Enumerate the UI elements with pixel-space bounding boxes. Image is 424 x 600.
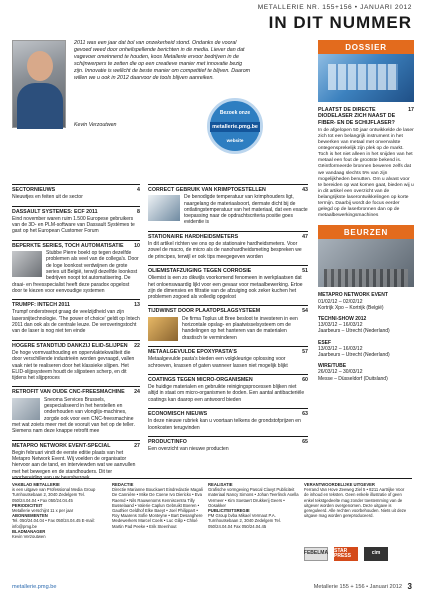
toc-entry[interactable] — [148, 346, 308, 369]
toc-entry-page: 13 — [134, 302, 140, 309]
toc-entry-description: De benodigde temperatuur van krimphouders ligt, naargelang de materiaalsoort, dermate dicht bij de ontlatingstemperatuur van het materiaal, dat een exacte toepassing naar de opdrachtscriteria positie goes evidentie is — [184, 194, 308, 226]
toc-entry-header — [148, 411, 308, 417]
toc-entry-title: TRUMPF: INTECH 2011 — [12, 302, 70, 309]
colophon-heading: VERANTWOORDELIJKE UITGEVER — [304, 482, 375, 487]
dossier-header: DOSSIER — [318, 40, 414, 54]
colophon-heading: REALISATIE — [208, 482, 233, 487]
website-badge[interactable] — [207, 98, 263, 154]
toc-entry-page: 65 — [302, 438, 308, 445]
colophon-col-3 — [208, 482, 300, 529]
toc-entry-title: BEPERKTE SERIES, TOCH AUTOMATISATIE — [12, 242, 124, 249]
fair-name: ESEF — [318, 339, 332, 346]
editor-photo — [12, 40, 66, 128]
colophon-text: Kevin Verzoutwen — [12, 534, 46, 540]
toc-entry-page: 57 — [302, 348, 308, 355]
colophon-text: PM Group bvba Mikael Vermaut P.A. Turnhoutsebaan 2, 3040 Zedelgem Tel. 050/24.04.04 Fax 050/24.04.45 — [208, 513, 281, 529]
fairs-image — [318, 239, 414, 287]
dossier-title[interactable] — [318, 107, 414, 126]
toc-entry-title: METAPRO NETWORK EVENT-SPECIAL — [12, 442, 111, 449]
editorial-intro — [12, 40, 257, 180]
toc-entry-page: 54 — [302, 308, 308, 315]
issue-line: METALLERIE NR. 155+156 • JANUARI 2012 — [257, 4, 412, 11]
toc-entry-description: Sneoma Services Brussels, gespecialiseerd in het herstellen en onderhouden van vlonglijs-machines, zorgde ook voor een CNC-freesmachine met wat zoiets meer met de vooruit van het op de teller. Siemens nam deze knappe retrofit mee — [12, 396, 135, 435]
colophon-text: Tel. 050/24.04.04 • Fax 050/24.04.45 E-mail: info@pmg.be — [12, 518, 95, 529]
colophon-heading: BLADMANAGER — [12, 528, 46, 534]
footer-meta: Metallerie 155 + 156 • Januari 2012 — [313, 584, 402, 590]
febelma-logo: FEBELMA — [304, 547, 328, 561]
toc-entry-thumbnail — [12, 398, 40, 420]
toc-entry-description: Een overzicht van nieuwe producten — [148, 446, 229, 453]
cim-logo: cim — [364, 547, 388, 561]
toc-entry[interactable] — [12, 240, 140, 294]
toc-entry[interactable] — [12, 299, 140, 334]
toc-entry[interactable] — [148, 374, 308, 403]
toc-entry[interactable] — [12, 184, 140, 201]
toc-entry-title: SECTORNIEUWS — [12, 187, 56, 193]
toc-entry-description: In dit artikel richten we ons op de stationaire hardheidsmeters. Voor zowel de macro, de micro als de nanohardheidsmeting bespreken we de principes, terwijl er ook tips meegegeven worden — [148, 241, 302, 260]
toc-entry[interactable] — [148, 184, 308, 226]
toc-entry-page: 4 — [137, 187, 140, 193]
toc-entry[interactable] — [12, 386, 140, 434]
dossier-page: 17 — [408, 107, 414, 113]
publisher-logos — [304, 545, 410, 563]
toc-entry-description: De huidige materialen en gebruikte reinigingsprocessen blijken niet altijd in staat om micro-organismen te doden. Een aantal antibacteriële coatings kan daarop een antwoord bieden — [148, 384, 305, 403]
toc-entry-title: HOGERE STANDTIJD DANKZIJ ELID-SLIJPEN — [12, 342, 128, 349]
toc-entry-header — [148, 308, 308, 314]
colophon-col-2 — [112, 482, 204, 529]
toc-entry-page: 10 — [134, 242, 140, 249]
toc-entry-title: METAALGEVULDE EPOXYPASTA'S — [148, 348, 237, 355]
colophon-text: Grafische vormgeving Pascal Clavyt Publiciteit materiaal Nancy Simons • Johan Teerlinck Axella Vermeer • Kim Soetaert Drukkerij Geers • Oosakker — [208, 487, 299, 508]
toc-entry-page: 43 — [302, 187, 308, 193]
toc-entry[interactable] — [148, 436, 308, 453]
toc-entry-page: 60 — [302, 376, 308, 383]
toc-entry-header — [12, 343, 140, 349]
toc-entry-header — [148, 349, 308, 355]
toc-entry[interactable] — [148, 408, 308, 431]
colophon-text: Directie Marianne Bouckaert Eindredactie Magali De Cannière • Mike De Coene Ivo Dierickx • Eva Raemd • Nils Rauwenoms Kenniscentra Tilly Busselaand • Valerie Caplun Gebruikt Boeren • Gauthier Geldhof Elke Baeyt • Joel Philippart • Roy Maarens Sofie Monteyne • Bart Desanghere Medewerkers Marcel Coels • Luc Gilip • Chloé Martin Pad Peeke • Erik Steenhout — [112, 487, 203, 529]
dossier-image — [318, 54, 414, 102]
toc-entry-title: COATINGS TEGEN MICRO-ORGANISMEN — [148, 376, 253, 383]
colophon-heading: PUBLICITEITSREGIE — [208, 508, 250, 514]
colophon-text: is een uitgave van Professional Media Group Turnhoutsebaan 2, 3040 Zedelgem Tel. 050/24.04.04 • Fax 050/24.04.45 — [12, 487, 96, 503]
fair-dates: 13/03/12 – 16/03/12 — [318, 345, 363, 352]
toc-middle-column — [148, 184, 308, 458]
fair-item[interactable] — [318, 316, 414, 335]
fairs-header: BEURZEN — [318, 225, 414, 239]
toc-entry-header — [148, 234, 308, 240]
toc-entry-thumbnail — [148, 317, 178, 341]
toc-left-column — [12, 184, 140, 486]
toc-entry-header — [12, 443, 140, 449]
toc-entry-title: PRODUCTINFO — [148, 438, 187, 445]
fair-dates: 13/03/12 – 16/03/12 — [318, 322, 363, 329]
fair-name: METAPRO NETWORK EVENT — [318, 292, 388, 299]
editorial-text: 2011 was een jaar dat bol van onzekerheid stond. Ondanks de vooral gevoed weed door onheilspellende berichten in de media. Liever dan dat vagevoer onwinnend te houden, koos Metallerie ervoor bedrijven in de schijnwerpers te zetten die op een creatieve manier met innovatie bezig zijn. Innovatie is wellicht de beste manier om competitief te blijven. Daarom willen we u ook in 2012 daarvoor de tools blijven aanreiken. — [74, 40, 251, 81]
toc-entry[interactable] — [12, 440, 140, 482]
toc-entry-description: Begin februari vindt de eerste editie plaats van het Metapro Network Event. Wij voelden de organisator hiervoor aan de tand, en interviewden wat we aanvullen met het bewegen en de standhouders. Dit ter voorbereiding van uw beursbezoek — [12, 449, 136, 481]
dossier-title-text: PLAATST DE DIRECTE DIODELASER ZICH NAAST DE FIBER- EN DE SCHIJFLASER? — [318, 107, 396, 126]
toc-entry-page: 24 — [134, 389, 140, 396]
toc-entry-header — [12, 302, 140, 308]
toc-entry-title: OLIEMISTAFZUIGING TEGEN CORROSIE — [148, 267, 252, 274]
toc-entry[interactable] — [148, 265, 308, 300]
toc-entry-thumbnail — [148, 195, 180, 221]
colophon-heading: ABONNEMENTEN — [12, 513, 48, 519]
page-footer — [12, 582, 412, 594]
fair-place: Jaarbeurs – Utrecht (Nederland) — [318, 351, 390, 358]
toc-entry-page: 22 — [134, 342, 140, 349]
toc-entry-header — [12, 187, 140, 193]
fair-item[interactable] — [318, 340, 414, 359]
toc-entry-description: In deze nieuwe rubriek kan u voortaan telkens de grondstofprijzen en loonkosten terugvinden — [148, 418, 301, 431]
colophon-text: Metallerie verschijnt 11 x per jaar — [12, 508, 74, 514]
toc-entry-page: 63 — [302, 411, 308, 418]
editorial-signature: Kevin Verzoutwen — [74, 122, 117, 128]
toc-entry-description: Stubbe Pierre boekt op tegen dezelfde problemen als veel van de collega's. Door de loge loonkost verdwijnen de grote series uit België, terwijl dezelfde loonkost bedrijven noopt tot automatisering. De draai- en freesspecialist heeft deze paradox opgelost door te kiezen voor eenvoudige systemen — [12, 250, 139, 294]
toc-entry[interactable] — [12, 206, 140, 235]
fair-dates: 26/03/12 – 30/03/12 — [318, 369, 363, 376]
badge-url[interactable]: metallerie.pmg.be — [210, 122, 260, 132]
page-number: 3 — [407, 582, 412, 591]
toc-entry[interactable] — [12, 340, 140, 382]
toc-entry-header — [148, 268, 308, 274]
fair-place: Messe – Düsseldorf (Duitsland) — [318, 375, 388, 382]
toc-entry-title: STATIONAIRE HARDHEIDSMETERS — [148, 233, 239, 240]
colophon-col-1 — [12, 482, 108, 539]
star-press-logo: STAR PRESS — [334, 547, 358, 561]
fair-name: WIRE/TUBE — [318, 363, 347, 370]
toc-entry-page: 27 — [134, 442, 140, 449]
masthead — [0, 0, 424, 34]
fairs-section — [318, 225, 414, 381]
toc-entry-title: DASSAULT SYSTEMES: ECF 2011 — [12, 208, 98, 215]
toc-entry-thumbnail — [12, 251, 42, 277]
toc-entry-description: Metaalgevulde pasta's bieden een volgkleurige oplossing voor schroeven, krassen of gaten wanneer lassen niet mogelijk blijkt — [148, 356, 288, 369]
fair-dates: 01/02/12 – 02/02/12 — [318, 298, 363, 305]
colophon — [12, 478, 412, 576]
right-column — [318, 40, 414, 382]
fair-item[interactable] — [318, 292, 414, 311]
footer-url[interactable]: metallerie.pmg.be — [12, 584, 57, 590]
toc-entry-description: De firma Toplus uit Bree besloot te investeren in een horizontale opslag- en plaatwisselsysteem om de handelingen op het hanteren van de materialen drastisch te verminderen — [182, 315, 298, 341]
badge-line-1: Bezoek onze — [219, 110, 251, 116]
colophon-heading: VAKBLAD METALLERIE — [12, 482, 60, 487]
toc-entry-description: Oliemist is een zo dikwijls voorkomend fenomeen in werkplaatsen dat het onloenswaardig lijkt voor een gevaar voor metaalbewerking. Ertoe zijn de dimensies en filtratie van de afzuiging ook zeker kuchen het problemen zogoed als volledig opgelost — [148, 275, 303, 301]
toc-entry-header — [148, 187, 308, 193]
toc-entry-title: RETROFIT VAN OUDE CNC-FREESMACHINE — [12, 389, 125, 396]
colophon-heading: PERIODICITEIT — [12, 502, 43, 508]
toc-entry-description: Nieuwtjes en feiten uit de sector — [12, 194, 83, 201]
toc-entry-page: 8 — [137, 208, 140, 215]
toc-entry[interactable] — [148, 305, 308, 340]
fair-name: TECHNI-SHOW 2012 — [318, 315, 367, 322]
toc-entry-description: De hoge vormvasthouding en oppervlaktekwaliteit die door verschillende industrieën worden gevraagd, vallen vaak niet te realiseren door het klassieke slijpen. Het ELID-slijpsysteem houdt de slijpsteen scherp, en dit tijdens het slijpproces — [12, 349, 135, 382]
toc-entry-header — [148, 439, 308, 445]
toc-entry[interactable] — [148, 231, 308, 260]
colophon-heading: REDACTIE — [112, 482, 134, 487]
colophon-text: Ferrand Van Hove Zeeweg Ziel 5 • 8211 Aartrijke Voor de inhoud en teksten. Geen enkele illustratie of geen enkel tekstgedeelte mag zonder toestemming van de uitgever worden overgenomen. Deze uitgave is gereguleerd. Alle rechten voorbehouden. Niets uit deze uitgave mag worden gereproduceerd. — [304, 487, 407, 519]
toc-entry-title: TIJDWINST DOOR PLAATOPSLAGSYSTEEM — [148, 308, 261, 315]
fair-place: Kortrijk Xpo – Kortrijk (België) — [318, 304, 384, 311]
toc-entry-header — [12, 243, 140, 249]
toc-entry-header — [12, 209, 140, 215]
toc-entry-page: 47 — [302, 233, 308, 240]
toc-entry-title: CORRECT GEBRUIK VAN KRIMPTOESTELLEN — [148, 187, 266, 193]
colophon-col-4 — [304, 482, 410, 518]
toc-entry-description: Eind november waren ruim 1.500 Europese gebruikers van de 3D- en PLM-software van Dassault Systèmes te gast op het European Customer Forum — [12, 215, 135, 235]
toc-entry-header — [12, 389, 140, 395]
toc-entry-header — [148, 377, 308, 383]
fair-item[interactable] — [318, 363, 414, 382]
toc-entry-title: ECONOMISCH NIEUWS — [148, 411, 208, 418]
toc-entry-description: Trumpf onderstreept graag de veelzijdheid van zijn lasersnijtechnologie. 'The power of choice' geldt op Intech 2011 dan ook als de centrale leuze. De veroveringstocht van de laser is nog niet ten einde — [12, 309, 140, 335]
toc-entry-page: 51 — [302, 267, 308, 274]
badge-line-3: website — [226, 138, 244, 143]
fair-place: Jaarbeurs – Utrecht (Nederland) — [318, 328, 390, 335]
page-title: IN DIT NUMMER — [268, 13, 412, 32]
dossier-text: In de afgelopen 50 jaar ontwikkelde de laser zich tot een belangrijk instrument in het bewerken van metaal met onvervalste ontegensprekelijk zijn plek op de markt. Toch is het niet alleen in het snijden van het metaal een fout de grootste bekend is. Gëintformeerde bronnen beweren zelfs dat we vandaag slechts 5% van zijn mogelijkheden benutten. Om u alvast voor te bereiden op wat komen gaat, bieden wij u in dit artikel een overzicht van de belangrijkste laserontwikkelingen op korte termijn. Daarbij wordt de focus eerder gelegd op de laserbronnen dan op de metaalbewerkingsmachines — [318, 127, 414, 219]
